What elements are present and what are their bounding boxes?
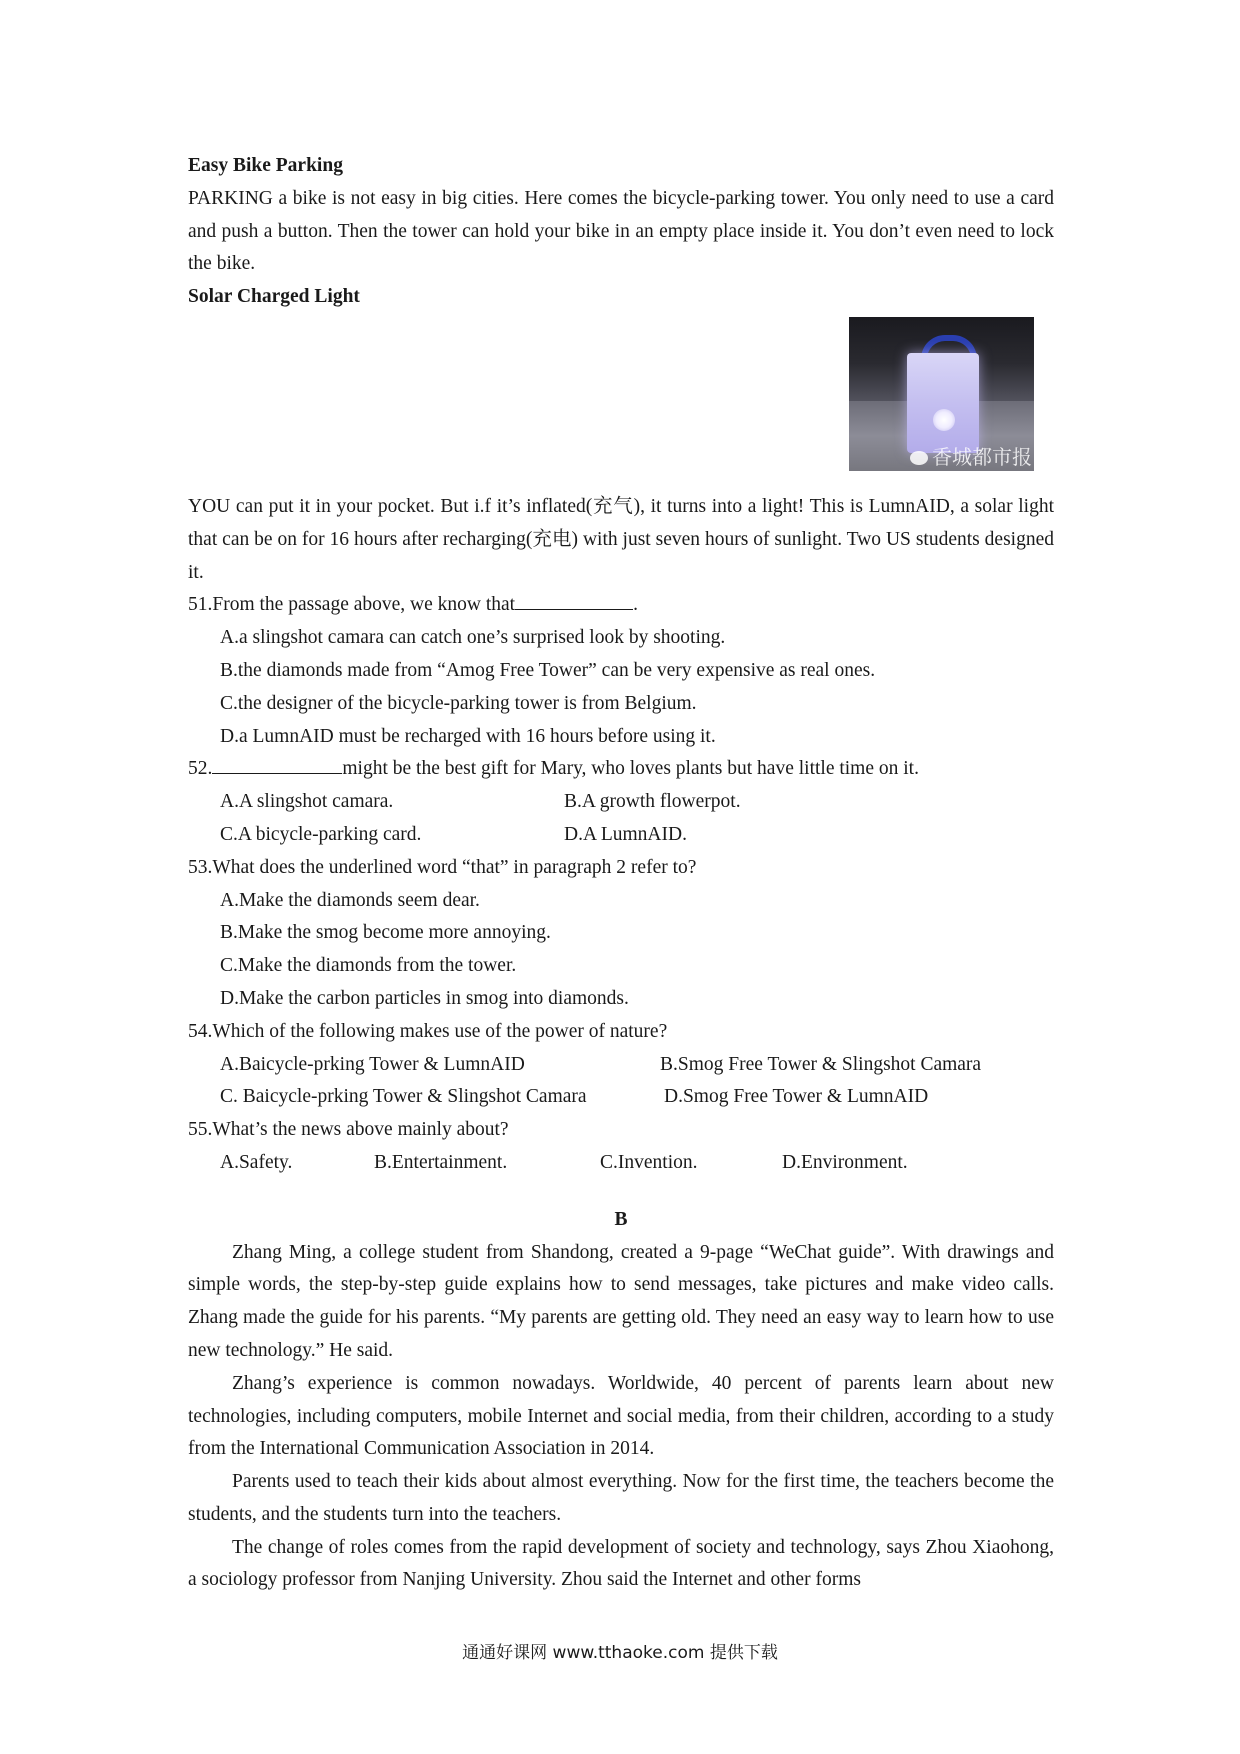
bike-paragraph: PARKING a bike is not easy in big cities. Here comes the bicycle-parking tower. You only need to use a card and push a button. Then the tower can hold your bike in an empty place inside it. You don’t even need to lock the bike.: [188, 187, 1054, 275]
option-51-b: B.the diamonds made from “Amog Free Tower” can be very expensive as real ones.: [220, 659, 876, 681]
question-53: 53.What does the underlined word “that” in paragraph 2 refer to?: [188, 856, 697, 878]
options-55-row: [188, 1147, 1054, 1180]
option-54-a: A.Baicycle-prking Tower & LumnAID: [220, 1053, 525, 1075]
document-page: [188, 150, 1054, 1597]
option-55-a: A.Safety.: [220, 1151, 293, 1173]
section-title-bike: Easy Bike Parking: [188, 155, 343, 176]
option-54-c: C. Baicycle-prking Tower & Slingshot Camara: [220, 1086, 587, 1108]
lumnaid-lamp-photo: [849, 317, 1034, 471]
option-52-a: A.A slingshot camara.: [220, 791, 394, 813]
question-52: 52. might be the best gift for Mary, who loves plants but have little time on it.: [188, 753, 1054, 786]
options-52-row-2: [188, 819, 1054, 852]
section-title-solar: Solar Charged Light: [188, 286, 360, 308]
section-b-paragraph-4: The change of roles comes from the rapid development of society and technology, says Zhou Xiaohong, a sociology professor from Nanjing University. Zhou said the Internet and other forms: [188, 1536, 1054, 1591]
page-footer: 通通好课网 www.tthaoke.com 提供下载: [462, 1643, 778, 1663]
options-54-row-2: [188, 1081, 1054, 1114]
option-52-d: D.A LumnAID.: [564, 823, 687, 845]
option-51-c: C.the designer of the bicycle-parking tower is from Belgium.: [220, 692, 697, 714]
photo-lamp-body: [907, 353, 979, 453]
solar-paragraph: YOU can put it in your pocket. But i.f it’s inflated(充气), it turns into a light! This is LumnAID, a solar light that can be on for 16 hours after recharging(充电) with just seven hours of sunlight. Two US students designed it.: [188, 495, 1054, 583]
section-b-heading: B: [614, 1208, 628, 1230]
answer-blank: [515, 589, 633, 610]
photo-lamp-glow: [933, 409, 955, 431]
option-51-a: A.a slingshot camara can catch one’s surprised look by shooting.: [220, 627, 726, 649]
question-55: 55.What’s the news above mainly about?: [188, 1119, 509, 1141]
options-54-row-1: [188, 1049, 1054, 1082]
option-54-b: B.Smog Free Tower & Slingshot Camara: [660, 1053, 982, 1075]
option-55-c: C.Invention.: [600, 1151, 698, 1173]
question-54: 54.Which of the following makes use of the power of nature?: [188, 1020, 668, 1042]
option-55-d: D.Environment.: [782, 1151, 908, 1173]
options-52-row-1: [188, 786, 1054, 819]
photo-watermark: 香城都市报: [910, 445, 1032, 469]
option-52-b: B.A growth flowerpot.: [564, 791, 741, 813]
option-51-d: D.a LumnAID must be recharged with 16 hours before using it.: [220, 725, 716, 747]
wechat-icon: [910, 451, 928, 465]
section-b-paragraph-2: Zhang’s experience is common nowadays. Worldwide, 40 percent of parents learn about new technologies, including computers, mobile Internet and social media, from their children, according to a study from the International Communication Association in 2014.: [188, 1372, 1054, 1460]
section-b-paragraph-1: Zhang Ming, a college student from Shandong, created a 9-page “WeChat guide”. With drawings and simple words, the step-by-step guide explains how to send messages, take pictures and make video calls. Zhang made the guide for his parents. “My parents are getting old. They need an easy way to learn how to use new technology.” He said.: [188, 1241, 1054, 1361]
option-53-a: A.Make the diamonds seem dear.: [220, 889, 480, 911]
option-53-b: B.Make the smog become more annoying.: [220, 922, 551, 944]
section-b-paragraph-3: Parents used to teach their kids about almost everything. Now for the first time, the teachers become the students, and the students turn into the teachers.: [188, 1471, 1054, 1525]
option-53-c: C.Make the diamonds from the tower.: [220, 955, 517, 977]
option-53-d: D.Make the carbon particles in smog into diamonds.: [220, 987, 629, 1009]
option-55-b: B.Entertainment.: [374, 1151, 508, 1173]
answer-blank: [212, 753, 342, 774]
option-54-d: D.Smog Free Tower & LumnAID: [664, 1086, 929, 1108]
option-52-c: C.A bicycle-parking card.: [220, 823, 422, 845]
photo-row: [188, 317, 1054, 487]
question-51: 51.From the passage above, we know that .: [188, 589, 1054, 622]
